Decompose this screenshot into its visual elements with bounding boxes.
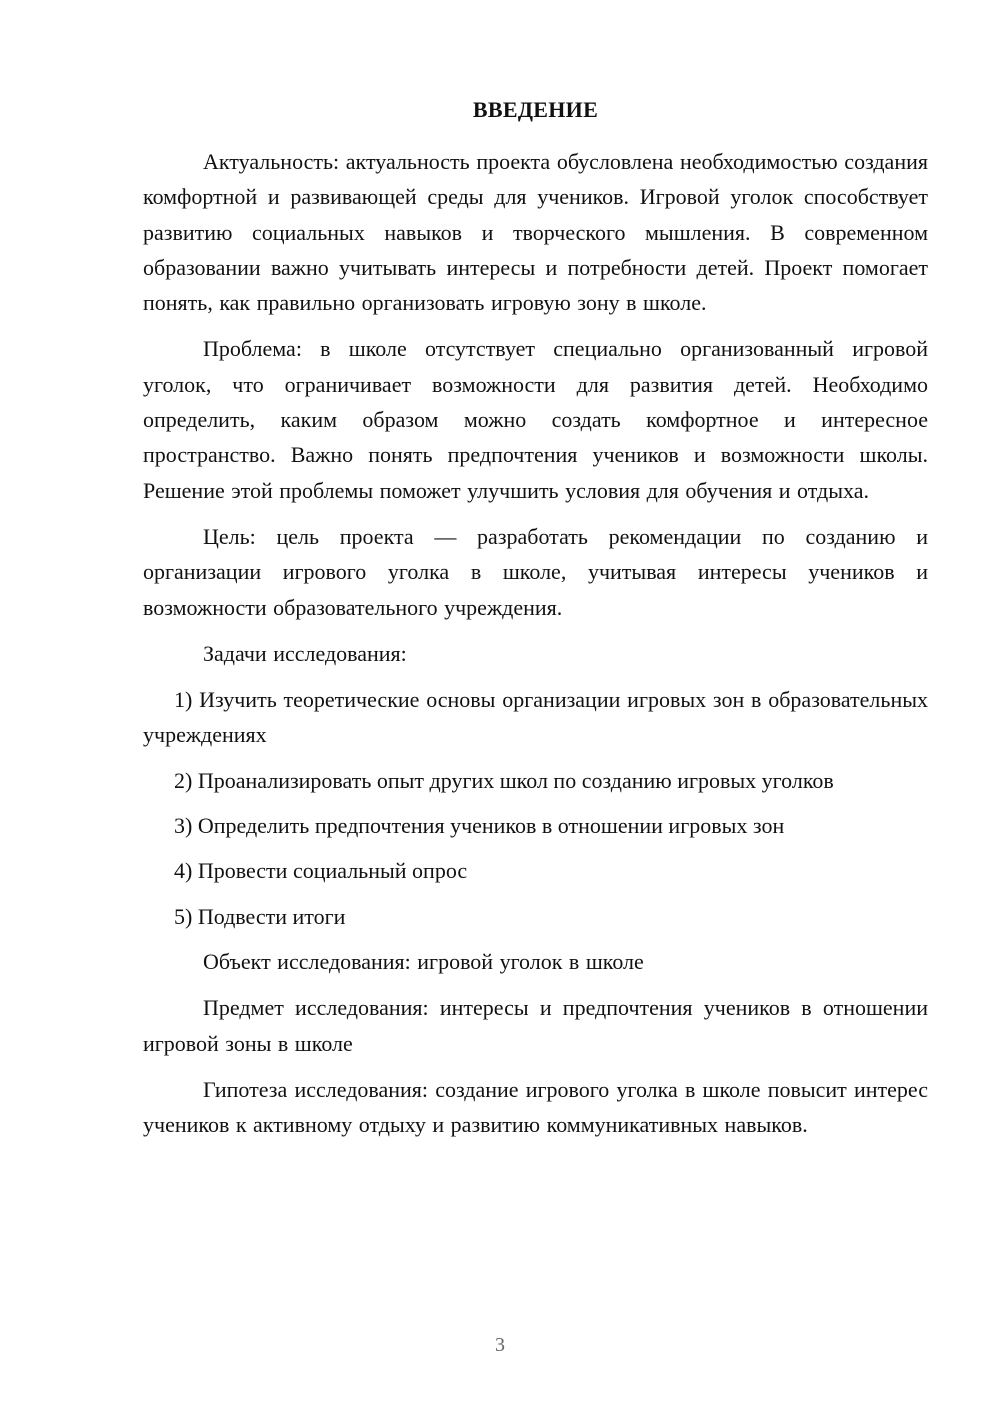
tasks-heading: Задачи исследования: — [203, 640, 407, 666]
page-number: 3 — [495, 1334, 505, 1356]
research-subject-paragraph: Предмет исследования: интересы и предпочтения учеников в отношении игровой зоны в школе — [143, 995, 928, 1056]
relevance-paragraph: Актуальность: актуальность проекта обусловлена необходимостью создания комфортной и развивающей среды для учеников. Игровой уголок способствует развитию социальных навыков и творческого мышления. В современном образовании важно учитывать интересы и потребности детей. Проект помогает понять, как правильно организовать игровую зону в школе. — [143, 149, 928, 316]
list-item: 2) Проанализировать опыт других школ по созданию игровых уголков — [174, 767, 834, 793]
document-page — [143, 95, 928, 1153]
tasks-list — [143, 682, 928, 934]
page-title: ВВЕДЕНИЕ — [472, 97, 599, 122]
problem-paragraph: Проблема: в школе отсутствует специально организованный игровой уголок, что ограничивает возможности для развития детей. Необходимо определить, каким образом можно создать комфортное и интересное пространство. Важно понять предпочтения учеников и возможности школы. Решение этой проблемы поможет улучшить условия для обучения и отдыха. — [143, 336, 928, 503]
list-item: 4) Провести социальный опрос — [174, 858, 468, 884]
list-item: 5) Подвести итоги — [174, 903, 346, 929]
list-item: 1) Изучить теоретические основы организации игровых зон в образовательных учреждениях — [143, 687, 928, 748]
goal-paragraph: Цель: цель проекта — разработать рекомендации по созданию и организации игрового уголка в школе, учитывая интересы учеников и возможности образовательного учреждения. — [143, 523, 928, 620]
hypothesis-paragraph: Гипотеза исследования: создание игрового уголка в школе повысит интерес учеников к активному отдыху и развитию коммуникативных навыков. — [143, 1076, 928, 1138]
research-object-paragraph: Объект исследования: игровой уголок в школе — [203, 948, 644, 974]
list-item: 3) Определить предпочтения учеников в отношении игровых зон — [174, 813, 785, 839]
